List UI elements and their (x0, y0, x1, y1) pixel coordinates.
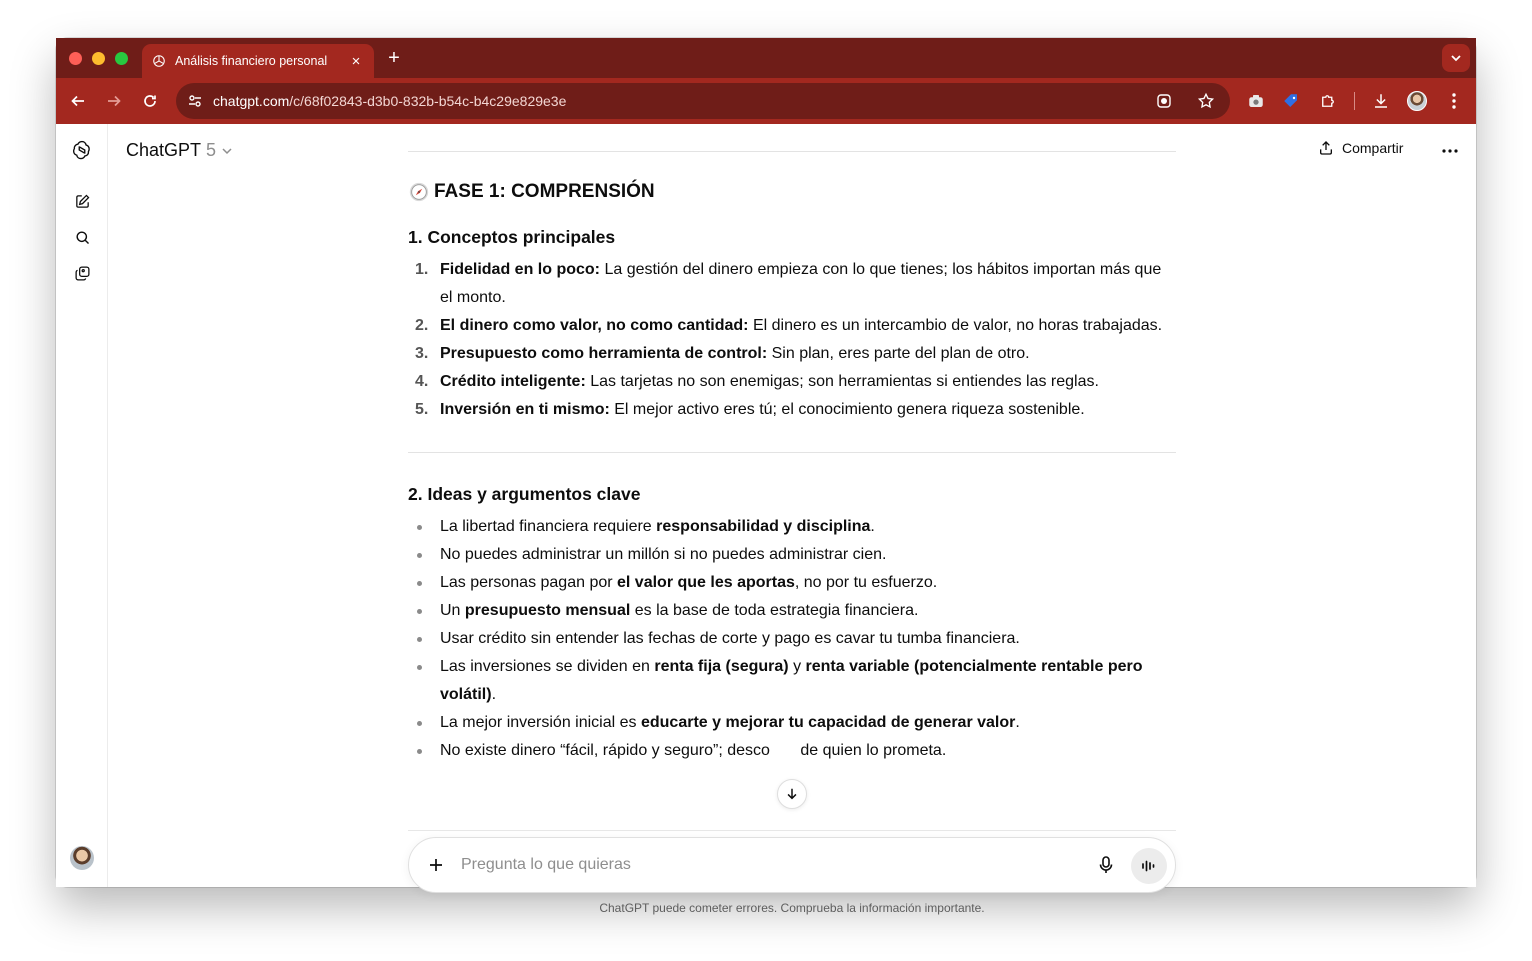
url-host: chatgpt.com (213, 93, 290, 109)
idea-text: Las inversiones se dividen en (440, 658, 655, 675)
idea-text: Las personas pagan por (440, 574, 618, 591)
arrow-left-icon (70, 93, 86, 109)
prompt-input[interactable]: Pregunta lo que quieras (461, 856, 631, 873)
url-path: /c/68f02843-d3b0-832b-b54c-b4c29e829e3e (289, 93, 567, 109)
profile-avatar-icon[interactable] (1406, 90, 1428, 112)
idea-emphasis: presupuesto mensual (464, 602, 631, 619)
list-item (408, 541, 1176, 569)
concept-text: El mejor activo eres tú; el conocimiento genera riqueza sostenible. (609, 401, 1085, 418)
concept-title: Presupuesto como herramienta de control: (440, 345, 768, 362)
minimize-window-button[interactable] (92, 52, 105, 65)
chatgpt-app (56, 124, 1476, 915)
idea-text: No existe dinero “fácil, rápido y seguro”; desco (440, 742, 770, 759)
idea-text: Usar crédito sin entender las fechas de corte y pago es cavar tu tumba financiera. (440, 630, 1020, 647)
attach-plus-button[interactable] (426, 855, 446, 875)
concept-title: Fidelidad en lo poco: (440, 261, 600, 278)
chevron-down-icon (1450, 52, 1462, 64)
list-item (408, 256, 1176, 312)
disclaimer-text: ChatGPT puede cometer errores. Comprueba la información importante. (599, 901, 985, 915)
list-item (408, 312, 1176, 340)
idea-text: La libertad financiera requiere (440, 518, 657, 535)
toolbar-separator (1354, 92, 1355, 110)
share-label: Compartir (1342, 140, 1404, 156)
back-button[interactable] (67, 90, 89, 112)
scroll-to-bottom-button[interactable] (777, 779, 807, 809)
ellipsis-icon (1442, 149, 1458, 153)
bullet (417, 581, 422, 586)
reload-button[interactable] (139, 90, 161, 112)
list-item (408, 513, 1176, 541)
more-options-button[interactable] (1439, 140, 1461, 162)
zoom-window-button[interactable] (115, 52, 128, 65)
list-item (408, 597, 1176, 625)
list-item (408, 737, 1176, 765)
list-item (408, 396, 1176, 424)
library-images-icon[interactable] (71, 262, 93, 284)
model-version: 5 (206, 140, 217, 160)
bullet (417, 721, 422, 726)
openai-favicon-icon (152, 54, 166, 68)
browser-window (56, 38, 1476, 915)
bullet (417, 553, 422, 558)
phase-heading-text: FASE 1: COMPRENSIÓN (434, 181, 655, 202)
browser-toolbar (56, 78, 1476, 124)
tab-search-button[interactable] (1442, 44, 1470, 72)
list-number: 3. (415, 345, 429, 362)
share-button[interactable] (1318, 140, 1403, 156)
idea-text: No puedes administrar un millón si no puedes administrar cien. (440, 546, 887, 563)
sidebar-rail (56, 124, 108, 887)
idea-text: es la base de toda estrategia financiera. (630, 602, 919, 619)
concept-text: Las tarjetas no son enemigas; son herramientas si entiendes las reglas. (585, 373, 1099, 390)
divider (408, 452, 1176, 453)
idea-emphasis: renta fija (segura) (654, 658, 789, 675)
share-upload-icon (1318, 140, 1334, 156)
idea-emphasis: responsabilidad y disciplina (656, 518, 871, 535)
model-name: ChatGPT (126, 140, 202, 160)
browser-menu-icon[interactable] (1443, 90, 1465, 112)
bullet (417, 749, 422, 754)
new-tab-button[interactable]: + (388, 47, 400, 69)
idea-text: La mejor inversión inicial es (440, 714, 641, 731)
chevron-down-icon (221, 145, 233, 157)
divider (408, 830, 1176, 831)
concept-text: Sin plan, eres parte del plan de otro. (767, 345, 1030, 362)
bullet (417, 637, 422, 642)
idea-text: de quien lo prometa. (795, 742, 947, 759)
tab-strip (56, 38, 1476, 78)
concept-text: La gestión del dinero empieza con lo que tienes; los hábitos importan más que el monto. (440, 261, 1162, 306)
list-item (408, 368, 1176, 396)
bullet (417, 609, 422, 614)
idea-text: . (491, 686, 497, 703)
list-number: 4. (415, 373, 429, 390)
microphone-icon (1098, 856, 1114, 874)
address-bar[interactable] (176, 83, 1230, 119)
idea-emphasis: renta variable (potencialmente rentable pero volátil) (440, 658, 1143, 703)
list-item (408, 653, 1176, 709)
idea-text: Un (440, 602, 465, 619)
concept-title: Inversión en ti mismo: (440, 401, 610, 418)
search-icon[interactable] (71, 226, 93, 248)
bullet (417, 665, 422, 670)
model-selector[interactable] (126, 140, 233, 161)
tag-extension-icon[interactable] (1280, 90, 1302, 112)
extensions-puzzle-icon[interactable] (1317, 90, 1339, 112)
list-item (408, 625, 1176, 653)
compass-icon (408, 181, 430, 203)
list-item (408, 569, 1176, 597)
section-heading-concepts: 1. Conceptos principales (408, 227, 616, 247)
assistant-message (408, 124, 1176, 804)
concept-title: Crédito inteligente: (440, 373, 586, 390)
concepts-list (408, 256, 1176, 424)
forward-button[interactable] (103, 90, 125, 112)
site-settings-icon[interactable] (186, 92, 204, 110)
tab-close-button[interactable]: × (351, 52, 361, 70)
voice-waveform-icon (1141, 859, 1157, 873)
user-avatar[interactable] (70, 846, 94, 870)
divider (408, 151, 1176, 152)
concept-text: El dinero es un intercambio de valor, no horas trabajadas. (748, 317, 1163, 334)
active-tab[interactable] (142, 44, 374, 78)
install-app-icon[interactable] (1154, 91, 1174, 111)
ideas-list (408, 513, 1176, 765)
camera-extension-icon[interactable] (1245, 90, 1267, 112)
openai-logo-icon[interactable] (71, 139, 93, 161)
idea-emphasis: educarte y mejorar tu capacidad de generar valor (640, 714, 1016, 731)
list-item (408, 340, 1176, 368)
idea-text: , no por tu esfuerzo. (794, 574, 938, 591)
reload-icon (142, 93, 158, 109)
tab-title: Análisis financiero personal (175, 54, 328, 68)
list-number: 5. (415, 401, 429, 418)
arrow-down-icon (785, 787, 799, 801)
list-number: 1. (415, 261, 429, 278)
idea-text: . (1015, 714, 1020, 731)
list-item (408, 709, 1176, 737)
list-number: 2. (415, 317, 429, 334)
url-text (213, 93, 566, 109)
close-window-button[interactable] (69, 52, 82, 65)
dictate-button[interactable] (1096, 855, 1116, 875)
arrow-right-icon (106, 93, 122, 109)
downloads-icon[interactable] (1370, 90, 1392, 112)
concept-title: El dinero como valor, no como cantidad: (440, 317, 749, 334)
plus-icon (428, 857, 444, 873)
idea-text: . (870, 518, 875, 535)
idea-text: y (788, 658, 806, 675)
bullet (417, 525, 422, 530)
phase-heading (408, 181, 655, 203)
message-composer[interactable] (408, 837, 1176, 893)
new-chat-icon[interactable] (71, 190, 93, 212)
voice-mode-button[interactable] (1131, 848, 1167, 884)
section-heading-ideas: 2. Ideas y argumentos clave (408, 484, 641, 504)
bookmark-star-icon[interactable] (1196, 91, 1216, 111)
idea-emphasis: el valor que les aportas (617, 574, 795, 591)
